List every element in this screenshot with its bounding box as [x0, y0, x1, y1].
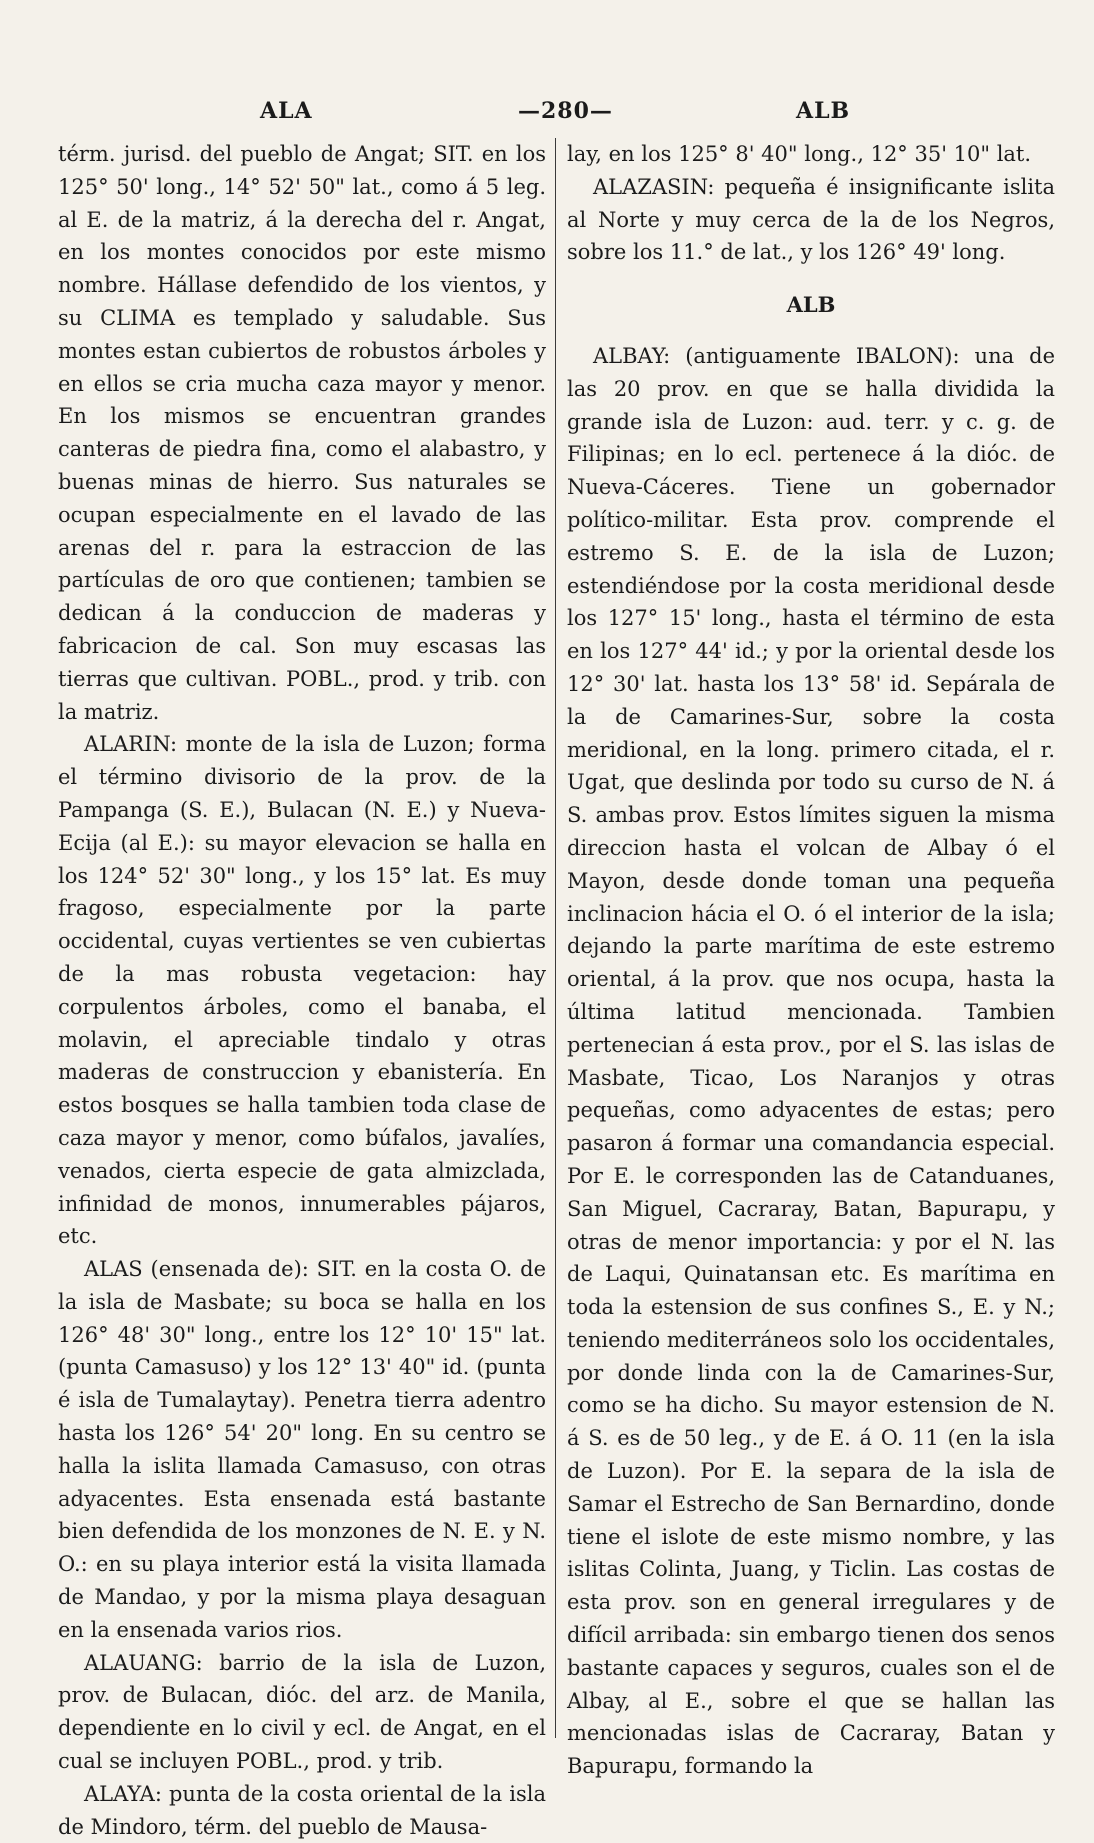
page-number: —280—: [518, 98, 613, 124]
left-column: [58, 138, 546, 1843]
dictionary-entry: ALAYA: punta de la costa oriental de la isla de Mindoro, térm. del pueblo de Mausa-: [58, 1781, 546, 1839]
dictionary-entry: ALAS (ensenada de): SIT. en la costa O. de la isla de Masbate; su boca se halla en los 126° 48' 30" long., entre los 12° 10' 15" lat. (punta Camasuso) y los 12° 13' 40" id. (punta é isla de Tumalaytay). Penetra tierra adentro hasta los 126° 54' 20" long. En su centro se halla la islita llamada Camasuso, con otras adyacentes. Esta ensenada está bastante bien defendida de los monzones de N. E. y N. O.: en su playa interior está la visita llamada de Mandao, y por la misma playa desaguan en la ensenada varios rios.: [58, 1257, 546, 1642]
dictionary-entry: ALAUANG: barrio de la isla de Luzon, prov. de Bulacan, dióc. del arz. de Manila, dependiente en lo civil y ecl. de Angat, en el cual se incluyen POBL., prod. y trib.: [58, 1650, 546, 1774]
right-column: [567, 138, 1055, 1783]
dictionary-entry: ALBAY: (antiguamente IBALON): una de las 20 prov. en que se halla dividida la grande isla de Luzon: aud. terr. y c. g. de Filipinas; en lo ecl. pertenece á la dióc. de Nueva-Cáceres. Tiene un gobernador político-militar. Esta prov. comprende el estremo S. E. de la isla de Luzon; estendiéndose por la costa meridional desde los 127° 15' long., hasta el término de esta en los 127° 44' id.; y por la oriental desde los 12° 30' lat. hasta los 13° 58' id. Sepárala de la de Camarines-Sur, sobre la costa meridional, en la long. primero citada, el r. Ugat, que deslinda por todo su curso de N. á S. ambas prov. Estos límites siguen la misma direccion hasta el volcan de Albay ó el Mayon, desde donde toman una pequeña inclinacion hácia el O. ó el interior de la isla; dejando la parte marítima de este estremo oriental, á la prov. que nos ocupa, hasta la última latitud mencionada. Tambien pertenecian á esta prov., por el S. las islas de Masbate, Ticao, Los Naranjos y otras pequeñas, como adyacentes de estas; pero pasaron á formar una comandancia especial. Por E. le corresponden las de Catanduanes, San Miguel, Cacraray, Batan, Bapurapu, y otras de menor importancia: y por el N. las de Laqui, Quinatansan etc. Es marítima en toda la estension de sus confines S., E. y N.; teniendo mediterráneos solo los occidentales, por donde linda con la de Camarines-Sur, como se ha dicho. Su mayor estension de N. á S. es de 50 leg., y de E. á O. 11 (en la isla de Luzon). Por E. la separa de la isla de Samar el Estrecho de San Bernardino, donde tiene el islote de este mismo nombre, y las islitas Colinta, Juang, y Ticlin. Las costas de esta prov. son en general irregulares y de difícil arribada: sin embargo tienen dos senos bastante capaces y seguros, cuales son el de Albay, al E., sobre el que se hallan las mencionadas islas de Cacraray, Batan y Bapurapu, formando la: [567, 343, 1055, 1779]
dictionary-entry: ALARIN: monte de la isla de Luzon; forma el término divisorio de la prov. de la Pampanga (S. E.), Bulacan (N. E.) y Nueva-Ecija (al E.): su mayor elevacion se halla en los 124° 52' 30" long., y los 15° lat. Es muy fragoso, especialmente por la parte occidental, cuyas vertientes se ven cubiertas de la mas robusta vegetacion: hay corpulentos árboles, como el banaba, el molavin, el apreciable tindalo y otras maderas de construccion y ebanistería. En estos bosques se halla tambien toda clase de caza mayor y menor, como búfalos, javalíes, venados, cierta especie de gata almizclada, infinidad de monos, innumerables pájaros, etc.: [58, 732, 546, 1249]
column-divider: [555, 138, 556, 1738]
text-paragraph: lay, en los 125° 8' 40" long., 12° 35' 10" lat.: [567, 142, 1032, 166]
header-right-keyword: ALB: [796, 98, 851, 124]
section-heading: ALB: [786, 292, 836, 318]
dictionary-entry: ALAZASIN: pequeña é insignificante islita al Norte y muy cerca de la de los Negros, sobre los 11.° de lat., y los 126° 49' long.: [567, 174, 1055, 265]
header-left-keyword: ALA: [260, 98, 313, 124]
text-paragraph: térm. jurisd. del pueblo de Angat; SIT. en los 125° 50' long., 14° 52' 50" lat., como á 5 leg. al E. de la matriz, á la derecha del r. Angat, en los montes conocidos por este mismo nombre. Hállase defendido de los vientos, y su CLIMA es templado y saludable. Sus montes estan cubiertos de robustos árboles y en ellos se cria mucha caza mayor y menor. En los mismos se encuentran grandes canteras de piedra fina, como el alabastro, y buenas minas de hierro. Sus naturales se ocupan especialmente en el lavado de las arenas del r. para la estraccion de las partículas de oro que contienen; tambien se dedican á la conduccion de maderas y fabricacion de cal. Son muy escasas las tierras que cultivan. POBL., prod. y trib. con la matriz.: [58, 142, 546, 724]
page-header: [0, 98, 1094, 134]
